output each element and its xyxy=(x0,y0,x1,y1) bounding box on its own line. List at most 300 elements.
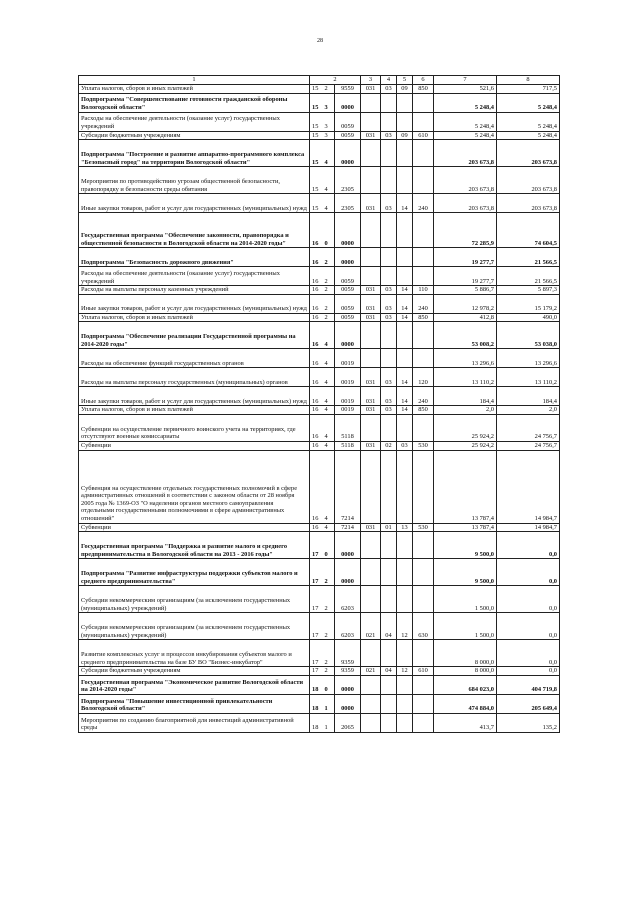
row-subprogram: 2 xyxy=(323,613,335,640)
row-program: 16 xyxy=(310,441,323,450)
row-subprogram: 1 xyxy=(323,713,335,732)
row-name: Расходы на обеспечение функций государственных органов xyxy=(79,349,310,368)
row-col6 xyxy=(413,675,434,694)
row-col3: 031 xyxy=(361,294,381,313)
row-program: 17 xyxy=(310,586,323,613)
row-subprogram: 2 xyxy=(323,559,335,586)
row-col3: 031 xyxy=(361,387,381,406)
col-header-4: 4 xyxy=(381,76,397,85)
row-col4 xyxy=(381,450,397,523)
table-row xyxy=(79,93,560,112)
row-value-7: 413,7 xyxy=(434,713,497,732)
row-subprogram: 2 xyxy=(323,294,335,313)
row-col5 xyxy=(397,532,413,559)
row-col4: 03 xyxy=(381,286,397,295)
table-row xyxy=(79,532,560,559)
row-value-7: 12 978,2 xyxy=(434,294,497,313)
row-value-8: 15 179,2 xyxy=(497,294,560,313)
row-subprogram: 2 xyxy=(323,286,335,295)
row-program: 15 xyxy=(310,131,323,140)
row-subprogram: 4 xyxy=(323,194,335,213)
row-col4: 04 xyxy=(381,613,397,640)
row-col3: 031 xyxy=(361,131,381,140)
row-col6: 530 xyxy=(413,523,434,532)
row-col6 xyxy=(413,694,434,713)
row-col6: 850 xyxy=(413,406,434,415)
row-code: 0059 xyxy=(335,131,361,140)
row-value-7: 25 924,2 xyxy=(434,414,497,441)
row-name: Подпрограмма "Обеспечение реализации Государственной программы на 2014-2020 годы" xyxy=(79,322,310,349)
col-header-2: 2 xyxy=(310,76,361,85)
row-col6 xyxy=(413,322,434,349)
row-code: 6203 xyxy=(335,586,361,613)
row-col3 xyxy=(361,167,381,194)
row-code: 7214 xyxy=(335,523,361,532)
row-subprogram: 4 xyxy=(323,414,335,441)
row-name: Иные закупки товаров, работ и услуг для государственных (муниципальных) нужд xyxy=(79,294,310,313)
row-program: 16 xyxy=(310,286,323,295)
row-col3: 031 xyxy=(361,194,381,213)
row-value-8: 53 038,0 xyxy=(497,322,560,349)
row-code: 0019 xyxy=(335,406,361,415)
row-col5 xyxy=(397,93,413,112)
row-value-7: 412,8 xyxy=(434,313,497,322)
row-program: 18 xyxy=(310,675,323,694)
row-name: Подпрограмма "Повышение инвестиционной привлекательности Вологодской области" xyxy=(79,694,310,713)
row-name: Уплата налогов, сборов и иных платежей xyxy=(79,406,310,415)
row-value-8: 5 248,4 xyxy=(497,131,560,140)
row-col3 xyxy=(361,450,381,523)
row-col3: 031 xyxy=(361,368,381,387)
row-col4: 03 xyxy=(381,294,397,313)
table-row xyxy=(79,450,560,523)
row-value-8: 135,2 xyxy=(497,713,560,732)
row-name: Уплата налогов, сборов и иных платежей xyxy=(79,85,310,94)
row-code: 0059 xyxy=(335,313,361,322)
table-row xyxy=(79,368,560,387)
row-col5 xyxy=(397,694,413,713)
row-code: 7214 xyxy=(335,450,361,523)
row-value-8: 5 897,3 xyxy=(497,286,560,295)
row-col3 xyxy=(361,675,381,694)
row-code: 0000 xyxy=(335,140,361,167)
row-col6: 850 xyxy=(413,85,434,94)
row-value-8: 184,4 xyxy=(497,387,560,406)
row-col4: 03 xyxy=(381,131,397,140)
row-value-8: 0,0 xyxy=(497,532,560,559)
row-program: 16 xyxy=(310,387,323,406)
row-name: Расходы на обеспечение деятельности (оказание услуг) государственных учреждений xyxy=(79,267,310,286)
row-col5 xyxy=(397,140,413,167)
col-header-8: 8 xyxy=(497,76,560,85)
row-col6 xyxy=(413,450,434,523)
row-program: 15 xyxy=(310,140,323,167)
row-name: Расходы на обеспечение деятельности (оказание услуг) государственных учреждений xyxy=(79,112,310,131)
row-name: Развитие комплексных услуг и процессов инкубирования субъектов малого и среднего предпринимательства на базе БУ ВО "Бизнес-инкубатор" xyxy=(79,640,310,667)
col-header-5: 5 xyxy=(397,76,413,85)
row-col4 xyxy=(381,112,397,131)
row-value-8: 2,0 xyxy=(497,406,560,415)
table-row xyxy=(79,713,560,732)
row-value-7: 19 277,7 xyxy=(434,248,497,267)
row-col5 xyxy=(397,640,413,667)
row-subprogram: 0 xyxy=(323,675,335,694)
row-col3 xyxy=(361,640,381,667)
row-value-8: 203 673,8 xyxy=(497,194,560,213)
row-code: 0000 xyxy=(335,694,361,713)
table-row xyxy=(79,85,560,94)
table-row xyxy=(79,313,560,322)
row-value-7: 13 787,4 xyxy=(434,523,497,532)
row-col3 xyxy=(361,414,381,441)
row-value-8: 5 248,4 xyxy=(497,93,560,112)
row-program: 16 xyxy=(310,313,323,322)
row-program: 18 xyxy=(310,694,323,713)
row-code: 9359 xyxy=(335,667,361,676)
row-col3 xyxy=(361,322,381,349)
row-code: 0059 xyxy=(335,286,361,295)
row-subprogram: 2 xyxy=(323,248,335,267)
row-subprogram: 1 xyxy=(323,694,335,713)
row-program: 15 xyxy=(310,167,323,194)
row-name: Иные закупки товаров, работ и услуг для государственных (муниципальных) нужд xyxy=(79,387,310,406)
row-col4 xyxy=(381,213,397,248)
row-code: 2065 xyxy=(335,713,361,732)
row-col6: 240 xyxy=(413,294,434,313)
row-code: 0019 xyxy=(335,368,361,387)
table-row xyxy=(79,322,560,349)
row-name: Государственная программа "Экономическое развитие Вологодской области на 2014-2020 годы" xyxy=(79,675,310,694)
row-name: Субвенции на осуществление первичного воинского учета на территориях, где отсутствуют военные комиссариаты xyxy=(79,414,310,441)
row-subprogram: 2 xyxy=(323,640,335,667)
row-col5: 14 xyxy=(397,368,413,387)
row-col4 xyxy=(381,713,397,732)
row-value-7: 521,6 xyxy=(434,85,497,94)
row-name: Уплата налогов, сборов и иных платежей xyxy=(79,313,310,322)
row-code: 0000 xyxy=(335,559,361,586)
row-subprogram: 4 xyxy=(323,450,335,523)
row-col6: 110 xyxy=(413,286,434,295)
row-code: 0000 xyxy=(335,675,361,694)
row-name: Субвенция на осуществление отдельных государственных полномочий в сфере административных отношений в соответствии с законом области от 28 ноября 2005 года № 1369-ОЗ "О наделении органов местного самоуправления отдельными государственными полномочиями в сфере административных отношений" xyxy=(79,450,310,523)
row-value-7: 53 008,2 xyxy=(434,322,497,349)
table-row xyxy=(79,248,560,267)
table-row xyxy=(79,414,560,441)
row-value-7: 13 296,6 xyxy=(434,349,497,368)
row-col4 xyxy=(381,532,397,559)
row-col6 xyxy=(413,140,434,167)
row-col5: 14 xyxy=(397,194,413,213)
row-value-8: 14 984,7 xyxy=(497,523,560,532)
row-col5 xyxy=(397,559,413,586)
row-subprogram: 4 xyxy=(323,322,335,349)
row-value-7: 25 924,2 xyxy=(434,441,497,450)
table-row xyxy=(79,667,560,676)
row-program: 16 xyxy=(310,368,323,387)
table-row xyxy=(79,441,560,450)
row-code: 0000 xyxy=(335,322,361,349)
row-col3 xyxy=(361,349,381,368)
row-col6 xyxy=(413,559,434,586)
row-col4: 03 xyxy=(381,313,397,322)
row-name: Расходы на выплаты персоналу государственных (муниципальных) органов xyxy=(79,368,310,387)
row-col3: 021 xyxy=(361,613,381,640)
row-name: Расходы на выплаты персоналу казенных учреждений xyxy=(79,286,310,295)
row-subprogram: 4 xyxy=(323,441,335,450)
row-value-7: 5 248,4 xyxy=(434,93,497,112)
row-value-8: 24 756,7 xyxy=(497,441,560,450)
row-value-7: 19 277,7 xyxy=(434,267,497,286)
budget-table xyxy=(78,75,560,733)
col-header-3: 3 xyxy=(361,76,381,85)
row-col5 xyxy=(397,213,413,248)
row-program: 16 xyxy=(310,294,323,313)
row-subprogram: 4 xyxy=(323,349,335,368)
row-col5: 12 xyxy=(397,613,413,640)
row-subprogram: 3 xyxy=(323,112,335,131)
row-program: 16 xyxy=(310,406,323,415)
row-name: Субсидии бюджетным учреждениям xyxy=(79,667,310,676)
row-subprogram: 2 xyxy=(323,667,335,676)
row-col3: 031 xyxy=(361,523,381,532)
row-program: 18 xyxy=(310,713,323,732)
row-col3 xyxy=(361,267,381,286)
table-row xyxy=(79,694,560,713)
header-row xyxy=(79,76,560,85)
row-value-7: 8 000,0 xyxy=(434,640,497,667)
row-col4 xyxy=(381,267,397,286)
table-row xyxy=(79,406,560,415)
row-col3: 031 xyxy=(361,406,381,415)
row-col4 xyxy=(381,248,397,267)
row-program: 16 xyxy=(310,213,323,248)
row-col6 xyxy=(413,112,434,131)
table-row xyxy=(79,387,560,406)
row-subprogram: 4 xyxy=(323,406,335,415)
table-row xyxy=(79,294,560,313)
row-subprogram: 2 xyxy=(323,85,335,94)
row-col6: 630 xyxy=(413,613,434,640)
row-program: 17 xyxy=(310,667,323,676)
row-col3 xyxy=(361,694,381,713)
row-col5 xyxy=(397,322,413,349)
row-col5: 12 xyxy=(397,667,413,676)
row-value-7: 2,0 xyxy=(434,406,497,415)
table-row xyxy=(79,267,560,286)
row-name: Мероприятия по созданию благоприятной для инвестиций административной среды xyxy=(79,713,310,732)
row-col6 xyxy=(413,167,434,194)
row-code: 0059 xyxy=(335,267,361,286)
col-header-1: 1 xyxy=(79,76,310,85)
row-name: Государственная программа "Поддержка и развитие малого и среднего предпринимательства в Вологодской области на 2013 - 2016 годы" xyxy=(79,532,310,559)
row-col4: 03 xyxy=(381,387,397,406)
row-col3 xyxy=(361,559,381,586)
row-col3: 031 xyxy=(361,85,381,94)
row-value-7: 474 884,0 xyxy=(434,694,497,713)
row-col6 xyxy=(413,93,434,112)
row-col3 xyxy=(361,112,381,131)
row-col3: 031 xyxy=(361,441,381,450)
table-body xyxy=(79,85,560,733)
table-row xyxy=(79,640,560,667)
row-col6 xyxy=(413,586,434,613)
row-program: 15 xyxy=(310,93,323,112)
row-col5 xyxy=(397,586,413,613)
row-col6 xyxy=(413,640,434,667)
row-name: Подпрограмма "Построение и развитие аппаратно-программного комплекса "Безопасный город" на территории Вологодской области" xyxy=(79,140,310,167)
row-col4 xyxy=(381,414,397,441)
row-col6: 240 xyxy=(413,194,434,213)
table-row xyxy=(79,213,560,248)
row-program: 17 xyxy=(310,640,323,667)
row-col5 xyxy=(397,248,413,267)
row-subprogram: 4 xyxy=(323,368,335,387)
row-col3 xyxy=(361,586,381,613)
row-code: 2305 xyxy=(335,167,361,194)
row-value-8: 5 248,4 xyxy=(497,112,560,131)
page-number: 28 xyxy=(317,38,323,44)
row-col5: 14 xyxy=(397,406,413,415)
row-value-8: 203 673,8 xyxy=(497,167,560,194)
row-value-7: 5 886,7 xyxy=(434,286,497,295)
row-value-7: 9 500,0 xyxy=(434,559,497,586)
row-col6 xyxy=(413,414,434,441)
row-value-7: 684 023,0 xyxy=(434,675,497,694)
table-row xyxy=(79,140,560,167)
row-col4 xyxy=(381,140,397,167)
row-col5: 14 xyxy=(397,286,413,295)
row-program: 15 xyxy=(310,194,323,213)
row-col5: 03 xyxy=(397,441,413,450)
row-value-8: 404 719,8 xyxy=(497,675,560,694)
row-name: Субсидии бюджетным учреждениям xyxy=(79,131,310,140)
row-value-8: 13 296,6 xyxy=(497,349,560,368)
table-row xyxy=(79,286,560,295)
table-row xyxy=(79,586,560,613)
row-col6 xyxy=(413,713,434,732)
row-subprogram: 0 xyxy=(323,213,335,248)
row-value-8: 0,0 xyxy=(497,640,560,667)
row-col3 xyxy=(361,248,381,267)
row-code: 0019 xyxy=(335,349,361,368)
row-value-7: 13 787,4 xyxy=(434,450,497,523)
row-col3 xyxy=(361,140,381,167)
row-value-7: 1 500,0 xyxy=(434,586,497,613)
row-col6: 530 xyxy=(413,441,434,450)
row-col5 xyxy=(397,713,413,732)
row-code: 0000 xyxy=(335,213,361,248)
row-program: 16 xyxy=(310,450,323,523)
row-program: 15 xyxy=(310,112,323,131)
row-value-7: 203 673,8 xyxy=(434,194,497,213)
row-col3 xyxy=(361,532,381,559)
row-code: 2305 xyxy=(335,194,361,213)
row-col4: 01 xyxy=(381,523,397,532)
row-code: 9359 xyxy=(335,640,361,667)
row-value-8: 14 984,7 xyxy=(497,450,560,523)
row-col5: 14 xyxy=(397,294,413,313)
row-code: 0019 xyxy=(335,387,361,406)
row-subprogram: 4 xyxy=(323,167,335,194)
row-code: 0000 xyxy=(335,93,361,112)
row-col5 xyxy=(397,112,413,131)
row-col6 xyxy=(413,349,434,368)
row-name: Подпрограмма "Развитие инфраструктуры поддержки субъектов малого и среднего предпринимательства" xyxy=(79,559,310,586)
row-col6 xyxy=(413,248,434,267)
row-value-8: 205 649,4 xyxy=(497,694,560,713)
row-name: Субвенции xyxy=(79,523,310,532)
row-value-8: 0,0 xyxy=(497,667,560,676)
row-col4: 03 xyxy=(381,85,397,94)
row-name: Подпрограмма "Совершенствование готовности гражданской обороны Вологодской области" xyxy=(79,93,310,112)
row-value-8: 203 673,8 xyxy=(497,140,560,167)
row-code: 5118 xyxy=(335,414,361,441)
row-col4 xyxy=(381,322,397,349)
row-col3: 031 xyxy=(361,313,381,322)
row-value-8: 0,0 xyxy=(497,559,560,586)
row-value-8: 0,0 xyxy=(497,613,560,640)
row-col5: 13 xyxy=(397,523,413,532)
table-row xyxy=(79,167,560,194)
row-program: 17 xyxy=(310,559,323,586)
row-value-7: 1 500,0 xyxy=(434,613,497,640)
row-col3: 021 xyxy=(361,667,381,676)
row-subprogram: 2 xyxy=(323,586,335,613)
row-name: Субсидии некоммерческим организациям (за исключением государственных (муниципальных) учреждений) xyxy=(79,586,310,613)
row-value-7: 203 673,8 xyxy=(434,167,497,194)
row-col4 xyxy=(381,93,397,112)
row-code: 9559 xyxy=(335,85,361,94)
row-name: Субвенции xyxy=(79,441,310,450)
row-col5: 09 xyxy=(397,131,413,140)
row-value-8: 0,0 xyxy=(497,586,560,613)
row-col4: 03 xyxy=(381,194,397,213)
row-col5 xyxy=(397,349,413,368)
row-program: 16 xyxy=(310,414,323,441)
row-col4: 04 xyxy=(381,667,397,676)
row-program: 16 xyxy=(310,248,323,267)
row-subprogram: 3 xyxy=(323,93,335,112)
row-code: 0000 xyxy=(335,532,361,559)
row-col5: 09 xyxy=(397,85,413,94)
row-code: 0059 xyxy=(335,112,361,131)
row-value-8: 21 566,5 xyxy=(497,267,560,286)
row-col5: 14 xyxy=(397,313,413,322)
row-col5 xyxy=(397,267,413,286)
row-subprogram: 2 xyxy=(323,313,335,322)
row-col6 xyxy=(413,267,434,286)
row-col4: 03 xyxy=(381,406,397,415)
row-col3: 031 xyxy=(361,286,381,295)
row-program: 16 xyxy=(310,322,323,349)
row-value-7: 72 285,9 xyxy=(434,213,497,248)
row-col3 xyxy=(361,213,381,248)
table-row xyxy=(79,613,560,640)
row-col5: 14 xyxy=(397,387,413,406)
row-name: Субсидии некоммерческим организациям (за исключением государственных (муниципальных) учреждений) xyxy=(79,613,310,640)
row-subprogram: 4 xyxy=(323,387,335,406)
row-col4 xyxy=(381,675,397,694)
row-program: 17 xyxy=(310,613,323,640)
row-value-7: 203 673,8 xyxy=(434,140,497,167)
table-row xyxy=(79,194,560,213)
row-col6: 610 xyxy=(413,667,434,676)
table-row xyxy=(79,675,560,694)
row-col6: 120 xyxy=(413,368,434,387)
row-name: Подпрограмма "Безопасность дорожного движения" xyxy=(79,248,310,267)
row-value-8: 13 110,2 xyxy=(497,368,560,387)
row-col3 xyxy=(361,93,381,112)
